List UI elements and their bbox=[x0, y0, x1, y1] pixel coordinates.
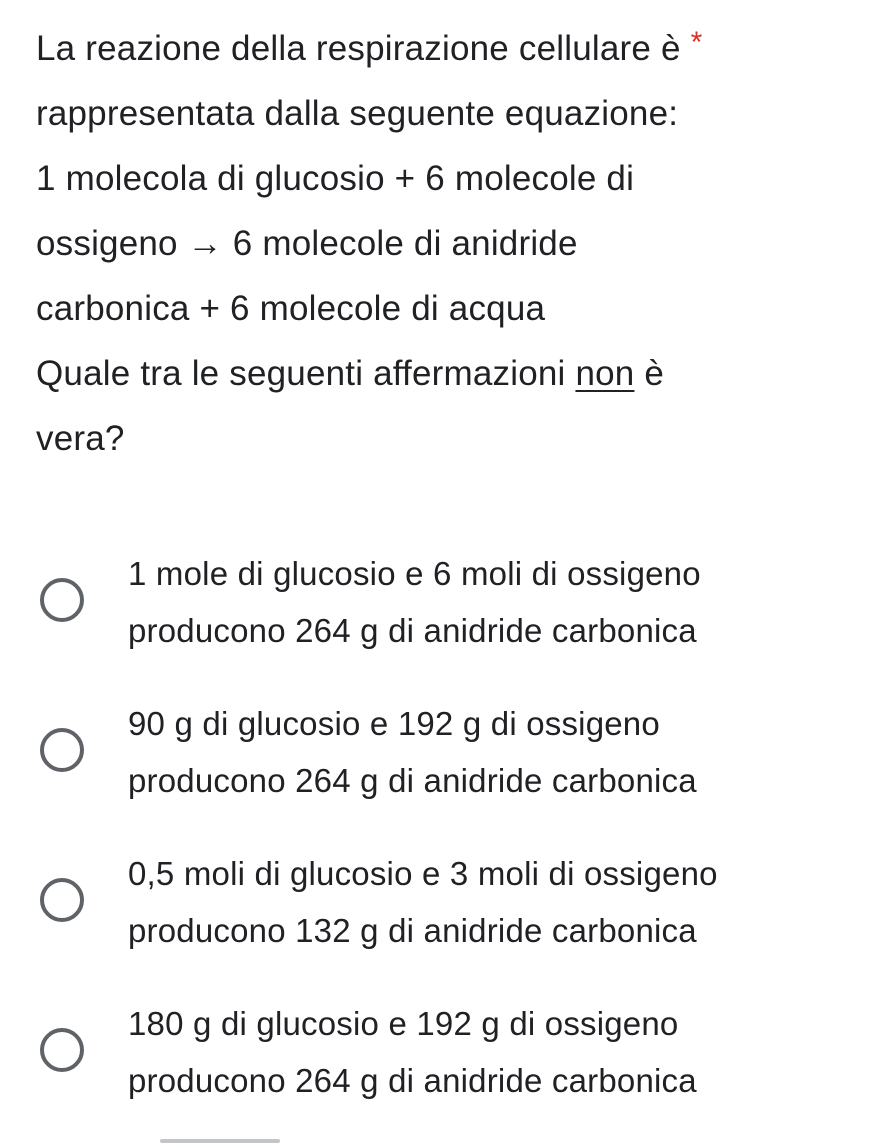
answer-option-2[interactable] bbox=[0, 695, 873, 845]
answer-option-line: producono 132 g di anidride carbonica bbox=[128, 912, 697, 949]
question-line bbox=[36, 10, 866, 81]
answer-option-line: 1 mole di glucosio e 6 moli di ossigeno bbox=[128, 555, 701, 592]
question-line: carbonica + 6 molecole di acqua bbox=[36, 289, 546, 328]
radio-button-icon[interactable] bbox=[40, 878, 84, 922]
question-prompt-end: vera? bbox=[36, 419, 125, 458]
bottom-divider bbox=[160, 1139, 280, 1143]
answer-option-3[interactable] bbox=[0, 845, 873, 995]
answer-option-line: 90 g di glucosio e 192 g di ossigeno bbox=[128, 705, 660, 742]
answer-option-label[interactable] bbox=[128, 545, 868, 659]
required-asterisk: * bbox=[690, 26, 703, 59]
answer-option-line: producono 264 g di anidride carbonica bbox=[128, 762, 697, 799]
question-prompt bbox=[36, 341, 866, 406]
answer-option-label[interactable] bbox=[128, 695, 868, 809]
question-line: ossigeno → 6 molecole di anidride bbox=[36, 224, 578, 263]
answer-option-1[interactable] bbox=[0, 545, 873, 695]
question-line-text: La reazione della respirazione cellulare è bbox=[36, 29, 681, 68]
answer-option-label[interactable] bbox=[128, 845, 868, 959]
answer-option-label[interactable] bbox=[128, 995, 868, 1109]
question-prompt-text: Quale tra le seguenti affermazioni bbox=[36, 354, 576, 393]
answer-option-line: producono 264 g di anidride carbonica bbox=[128, 1062, 697, 1099]
radio-button-icon[interactable] bbox=[40, 1028, 84, 1072]
answer-option-line: 180 g di glucosio e 192 g di ossigeno bbox=[128, 1005, 679, 1042]
radio-button-icon[interactable] bbox=[40, 728, 84, 772]
question-line: 1 molecola di glucosio + 6 molecole di bbox=[36, 159, 635, 198]
question-prompt-text: è bbox=[634, 354, 665, 393]
answer-options bbox=[0, 545, 873, 1145]
question-prompt-emphasis: non bbox=[575, 354, 635, 393]
answer-option-line: 0,5 moli di glucosio e 3 moli di ossigeno bbox=[128, 855, 718, 892]
answer-option-4[interactable] bbox=[0, 995, 873, 1145]
radio-button-icon[interactable] bbox=[40, 578, 84, 622]
question-line: rappresentata dalla seguente equazione: bbox=[36, 94, 679, 133]
answer-option-line: producono 264 g di anidride carbonica bbox=[128, 612, 697, 649]
question-text bbox=[36, 10, 866, 471]
